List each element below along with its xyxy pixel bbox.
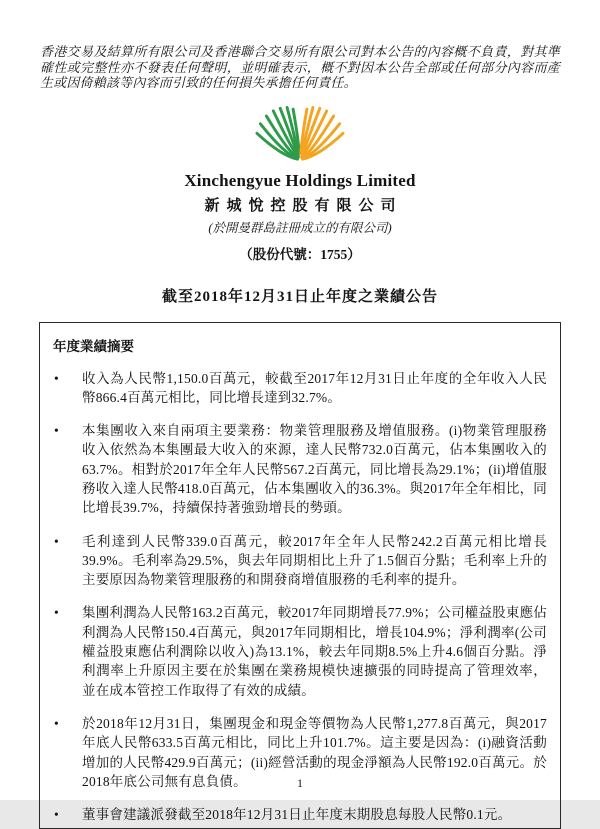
summary-bullet-net-profit xyxy=(53,603,547,699)
bullet-marker: • xyxy=(53,805,82,824)
bullet-text: 董事會建議派發截至2018年12月31日止年度末期股息每股人民幣0.1元。 xyxy=(82,805,547,824)
company-name-english: Xinchengyue Holdings Limited xyxy=(40,171,560,191)
logo-left-wing xyxy=(257,107,299,159)
bullet-text: 收入為人民幣1,150.0百萬元，較截至2017年12月31日止年度的全年收入人民幣866.4百萬元相比，同比增長達到32.7%。 xyxy=(82,369,547,408)
bullet-text: 本集團收入來自兩項主要業務：物業管理服務及增值服務。(i)物業管理服務收入依然為本集團最大收入的來源，達人民幣732.0百萬元，佔本集團收入的63.7%。相對於2017年全年人民幣567.2百萬元，同比增長為29.1%；(ii)增值服務收入達人民幣418.0百萬元，佔本集團收入的36.3%。與2017年全年相比，同比增長39.7%，持續保持著強勁增長的勢頭。 xyxy=(82,421,547,517)
summary-bullet-gross-profit xyxy=(53,532,547,590)
page-number: 1 xyxy=(0,776,600,791)
logo-right-wing xyxy=(301,107,343,159)
summary-bullet-dividend xyxy=(53,805,547,824)
bullet-text: 毛利達到人民幣339.0百萬元，較2017年全年人民幣242.2百萬元相比增長39.9%。毛利率為29.5%，與去年同期相比上升了1.5個百分點；毛利率上升的主要原因為物業管理服務的和開發商增值服務的毛利率的提升。 xyxy=(82,532,547,590)
exchange-disclaimer: 香港交易及結算所有限公司及香港聯合交易所有限公司對本公告的內容概不負責，對其準確性或完整性亦不發表任何聲明，並明確表示，概不對因本公告全部或任何部分內容而產生或因倚賴該等內容而引致的任何損失承擔任何責任。 xyxy=(40,44,560,91)
bullet-text: 於2018年12月31日，集團現金和現金等價物為人民幣1,277.8百萬元，與2017年底人民幣633.5百萬元相比，同比上升101.7%。這主要是因為：(i)融資活動增加的人民幣429.9百萬元；(ii)經營活動的現金淨額為人民幣192.0百萬元。於2018年底公司無有息負債。 xyxy=(82,714,547,791)
stock-code: （股份代號：1755） xyxy=(40,243,560,263)
bullet-marker: • xyxy=(53,532,82,590)
summary-heading: 年度業績摘要 xyxy=(53,335,547,355)
summary-bullet-revenue xyxy=(53,369,547,408)
summary-bullet-business-lines xyxy=(53,421,547,517)
company-name-chinese: 新城悅控股有限公司 xyxy=(40,194,560,215)
announcement-title: 截至2018年12月31日止年度之業績公告 xyxy=(40,285,560,306)
bullet-marker: • xyxy=(53,603,82,699)
bullet-text: 集團利潤為人民幣163.2百萬元，較2017年同期增長77.9%；公司權益股東應佔利潤為人民幣150.4百萬元，與2017年同期相比，增長104.9%；淨利潤率(公司權益股東應佔利潤除以收入)為13.1%，較去年同期8.5%上升4.6個百分點。淨利潤率上升原因主要在於集團在業務規模快速擴張的同時提高了管理效率，並在成本管控工作取得了有效的成績。 xyxy=(82,603,547,699)
annual-results-summary-box xyxy=(39,322,561,829)
bullet-marker: • xyxy=(53,421,82,517)
bullet-marker: • xyxy=(53,369,82,408)
incorporation-note: (於開曼群島註冊成立的有限公司) xyxy=(40,218,560,236)
bullet-marker: • xyxy=(53,714,82,791)
twin-wings-logo-icon xyxy=(248,104,352,166)
company-logo xyxy=(40,104,560,166)
